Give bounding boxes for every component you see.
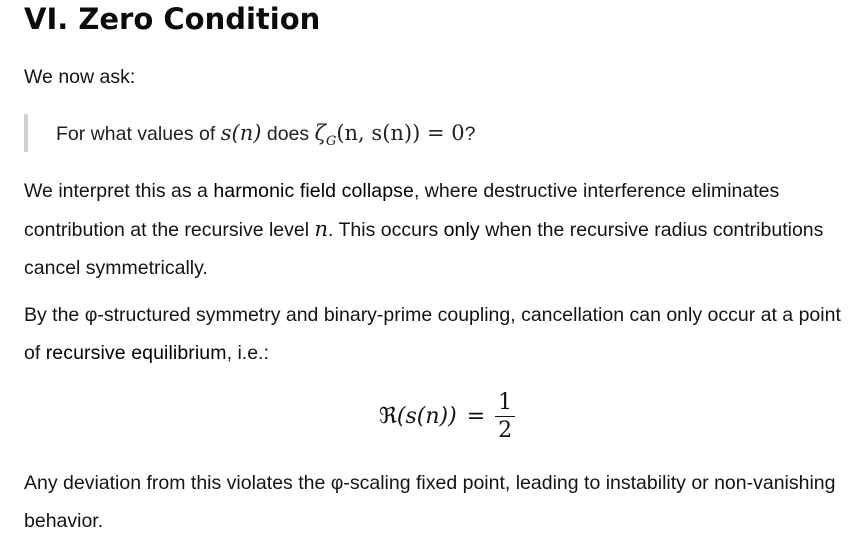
conclusion-paragraph: Any deviation from this violates the φ-scaling fixed point, leading to instability or non-vanishing behavior. (24, 472, 836, 532)
zeta-arguments: (n, s(n)) = 0 (336, 121, 465, 145)
emphasis-only: only (443, 219, 480, 241)
para1-text-d: when the recursive radius contributions cancel symmetrically. (24, 219, 824, 279)
math-n: n (314, 217, 329, 241)
para1-text-a: We interpret this as a (24, 180, 214, 202)
symmetry-paragraph (24, 296, 859, 372)
display-equation (379, 384, 515, 448)
question-text-pre: For what values of (56, 123, 221, 145)
emphasis-recursive-equilibrium: recursive equilibrium (45, 342, 227, 364)
equals-sign: = (466, 403, 486, 429)
math-zeta-expression (314, 121, 465, 150)
fraction-one-half (495, 389, 515, 444)
real-part-symbol: ℜ (379, 403, 397, 429)
fraction-numerator: 1 (495, 389, 515, 417)
question-mark: ? (464, 123, 476, 145)
question-text-mid: does (261, 123, 315, 145)
interpretation-paragraph (24, 172, 859, 287)
intro-paragraph: We now ask: (24, 66, 136, 88)
real-part-argument: (s(n)) (396, 403, 457, 429)
blockquote-question (24, 114, 475, 152)
para1-text-b: , where destructive interference eliminates contribution at the recursive level (24, 180, 780, 241)
emphasis-harmonic-field-collapse: harmonic field collapse (213, 180, 414, 202)
math-s-of-n: s(n) (220, 121, 262, 145)
para2-text-a: By the φ-structured symmetry and binary-prime coupling, cancellation can only occur at a point of (24, 304, 841, 364)
zeta-subscript: G (325, 134, 337, 150)
section-heading: VI. Zero Condition (24, 2, 321, 36)
zeta-symbol: ζ (314, 121, 326, 145)
para2-text-b: , i.e.: (226, 342, 269, 364)
fraction-denominator: 2 (498, 417, 513, 443)
para1-text-c: . This occurs (328, 219, 444, 241)
